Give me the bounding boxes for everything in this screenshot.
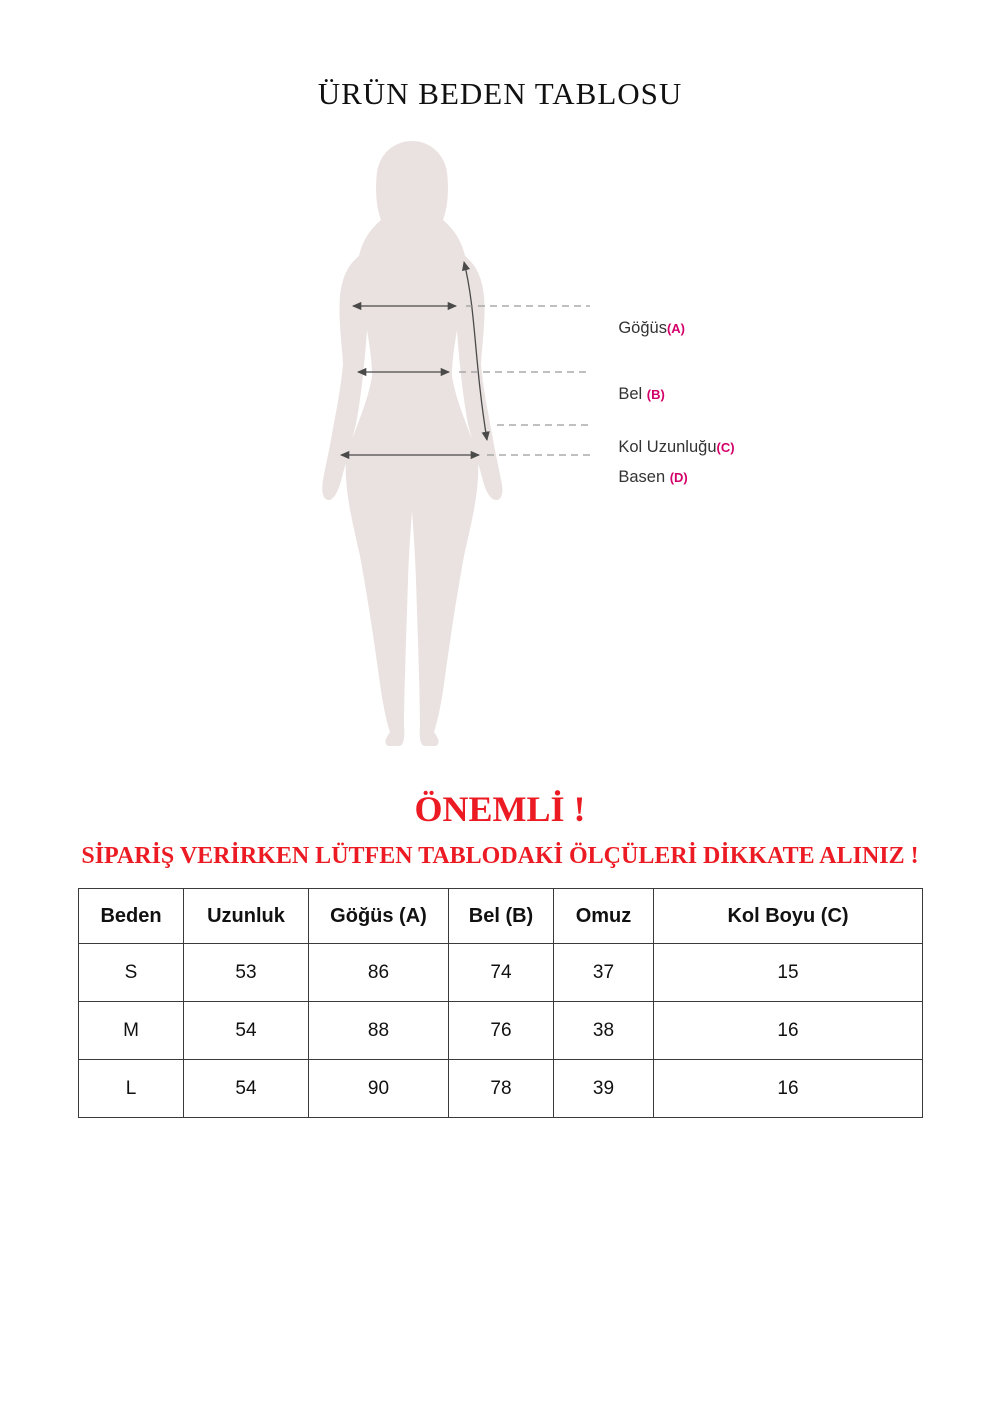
cell-omuz: 39 bbox=[554, 1060, 654, 1118]
cell-gogus: 86 bbox=[309, 944, 449, 1002]
header-omuz: Omuz bbox=[554, 889, 654, 944]
table-row-s bbox=[79, 944, 923, 1002]
cell-kol-boyu: 16 bbox=[654, 1002, 923, 1060]
cell-omuz: 38 bbox=[554, 1002, 654, 1060]
chest-label-code: (A) bbox=[666, 321, 686, 336]
cell-size: L bbox=[79, 1060, 184, 1118]
hip-label-text: Basen bbox=[618, 468, 670, 486]
page-title: ÜRÜN BEDEN TABLOSU bbox=[317, 76, 683, 111]
important-heading: ÖNEMLİ ! bbox=[414, 789, 586, 829]
warning-subtitle: SİPARİŞ VERİRKEN LÜTFEN TABLODAKİ ÖLÇÜLERİ DİKKATE ALINIZ ! bbox=[81, 843, 919, 869]
hip-label-code: (D) bbox=[669, 470, 688, 485]
cell-size: S bbox=[79, 944, 184, 1002]
header-bel: Bel (B) bbox=[449, 889, 554, 944]
cell-bel: 74 bbox=[449, 944, 554, 1002]
header-kol-boyu: Kol Boyu (C) bbox=[654, 889, 923, 944]
cell-gogus: 88 bbox=[309, 1002, 449, 1060]
cell-uzunluk: 53 bbox=[184, 944, 309, 1002]
cell-omuz: 37 bbox=[554, 944, 654, 1002]
cell-kol-boyu: 16 bbox=[654, 1060, 923, 1118]
header-uzunluk: Uzunluk bbox=[184, 889, 309, 944]
header-gogus: Göğüs (A) bbox=[309, 889, 449, 944]
size-table-header-row bbox=[79, 889, 923, 944]
size-table bbox=[78, 888, 923, 1118]
table-row-m bbox=[79, 1002, 923, 1060]
arm-length-label-code: (C) bbox=[716, 440, 735, 455]
arm-length-label-text: Kol Uzunluğu bbox=[618, 438, 717, 456]
cell-kol-boyu: 15 bbox=[654, 944, 923, 1002]
header-beden: Beden bbox=[79, 889, 184, 944]
cell-size: M bbox=[79, 1002, 184, 1060]
hip-label bbox=[600, 444, 688, 511]
waist-label-text: Bel bbox=[618, 385, 647, 403]
cell-uzunluk: 54 bbox=[184, 1002, 309, 1060]
chest-label-text: Göğüs bbox=[618, 319, 667, 337]
cell-bel: 76 bbox=[449, 1002, 554, 1060]
table-row-l bbox=[79, 1060, 923, 1118]
cell-uzunluk: 54 bbox=[184, 1060, 309, 1118]
cell-bel: 78 bbox=[449, 1060, 554, 1118]
cell-gogus: 90 bbox=[309, 1060, 449, 1118]
waist-label-code: (B) bbox=[646, 387, 665, 402]
female-silhouette-shape bbox=[322, 141, 502, 746]
chest-label bbox=[600, 295, 685, 362]
